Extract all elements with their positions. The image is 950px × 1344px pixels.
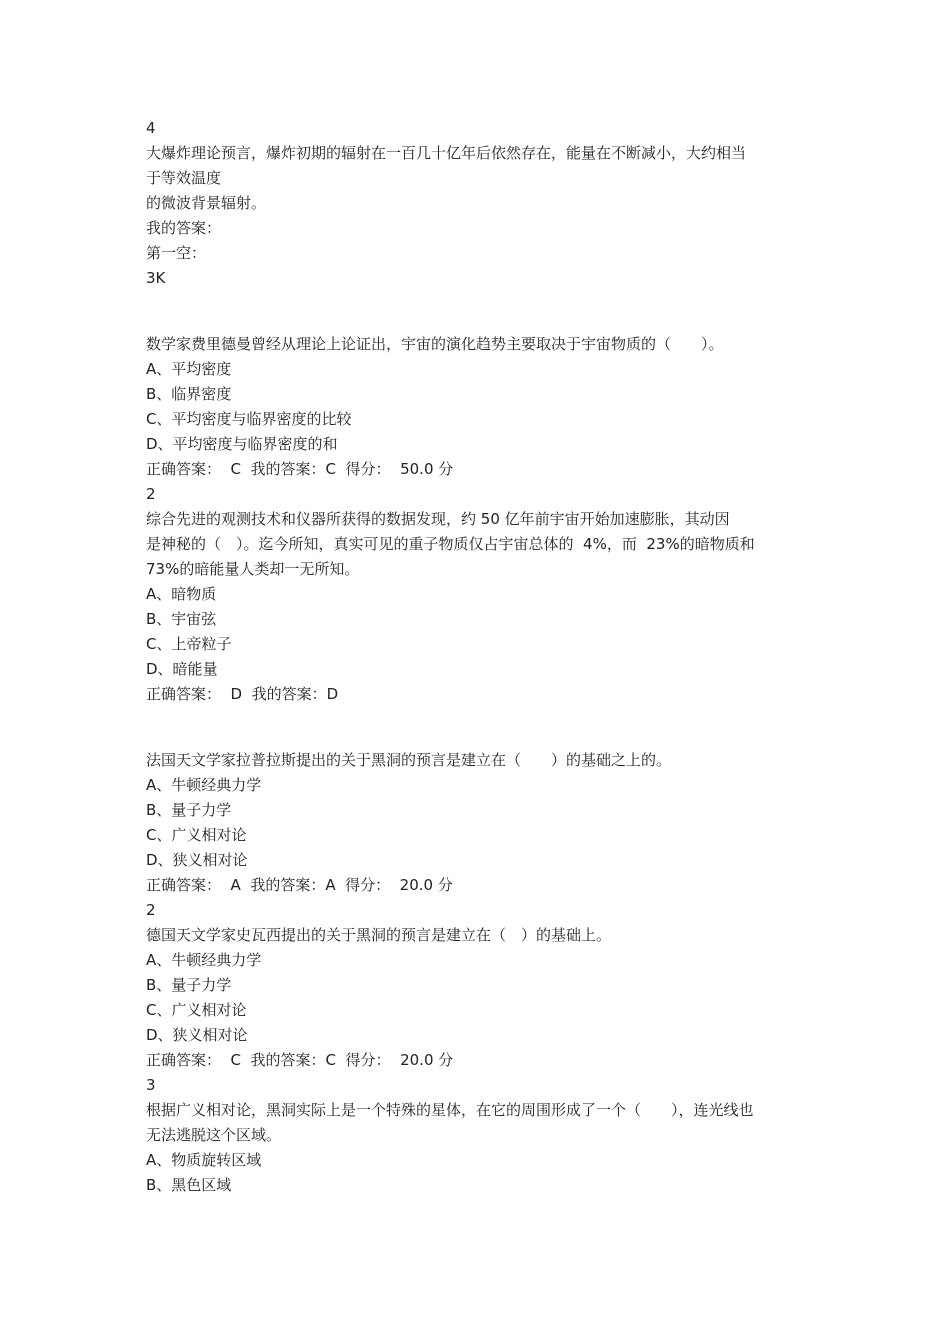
answer-option: D、狭义相对论 bbox=[146, 1026, 248, 1044]
answer-result: 正确答案： A 我的答案：A 得分： 20.0 分 bbox=[146, 876, 453, 894]
question-number: 3 bbox=[146, 1076, 156, 1094]
question-line: 根据广义相对论，黑洞实际上是一个特殊的星体，在它的周围形成了一个（ ），连光线也 bbox=[146, 1101, 754, 1119]
question-text bbox=[146, 507, 810, 582]
question-line: 数学家费里德曼曾经从理论上论证出，宇宙的演化趋势主要取决于宇宙物质的（ ）。 bbox=[146, 335, 724, 353]
answer-option: B、量子力学 bbox=[146, 801, 232, 819]
question-number: 2 bbox=[146, 901, 156, 919]
section-gap bbox=[146, 291, 810, 332]
answer-option: B、量子力学 bbox=[146, 976, 232, 994]
answer-result: 正确答案： C 我的答案：C 得分： 20.0 分 bbox=[146, 1051, 454, 1069]
question-line: 的微波背景辐射。 bbox=[146, 194, 267, 212]
question-number: 2 bbox=[146, 485, 156, 503]
answer-option: B、临界密度 bbox=[146, 385, 232, 403]
answer-option: B、宇宙弦 bbox=[146, 610, 217, 628]
question-line: 德国天文学家史瓦西提出的关于黑洞的预言是建立在（ ）的基础上。 bbox=[146, 926, 612, 944]
answer-option: A、暗物质 bbox=[146, 585, 217, 603]
answer-option: C、上帝粒子 bbox=[146, 635, 232, 653]
answer-result: 正确答案： D 我的答案：D bbox=[146, 685, 339, 703]
question-line: 73%的暗能量人类却一无所知。 bbox=[146, 560, 360, 578]
answer-option: D、暗能量 bbox=[146, 660, 218, 678]
answer-option: C、平均密度与临界密度的比较 bbox=[146, 410, 352, 428]
question-text bbox=[146, 1098, 810, 1148]
question-line: 法国天文学家拉普拉斯提出的关于黑洞的预言是建立在（ ）的基础之上的。 bbox=[146, 751, 672, 769]
answer-option: C、广义相对论 bbox=[146, 1001, 247, 1019]
answer-option: A、平均密度 bbox=[146, 360, 232, 378]
question-text bbox=[146, 923, 810, 948]
question-text bbox=[146, 141, 810, 216]
question-text bbox=[146, 748, 810, 773]
question-line: 是神秘的（ ）。迄今所知，真实可见的重子物质仅占宇宙总体的 4%，而 23%的暗物质和 bbox=[146, 535, 755, 553]
answer-option: B、黑色区域 bbox=[146, 1176, 232, 1194]
my-answer-label: 我的答案： bbox=[146, 219, 222, 237]
answer-option: A、物质旋转区域 bbox=[146, 1151, 262, 1169]
answer-option: D、狭义相对论 bbox=[146, 851, 248, 869]
answer-value: 3K bbox=[146, 269, 166, 287]
section-gap bbox=[146, 707, 810, 748]
answer-option: A、牛顿经典力学 bbox=[146, 776, 262, 794]
blank-label: 第一空： bbox=[146, 244, 207, 262]
question-text bbox=[146, 332, 810, 357]
question-line: 综合先进的观测技术和仪器所获得的数据发现，约 50 亿年前宇宙开始加速膨胀，其动因 bbox=[146, 510, 730, 528]
question-number: 4 bbox=[146, 119, 156, 137]
answer-option: D、平均密度与临界密度的和 bbox=[146, 435, 338, 453]
question-line: 无法逃脱这个区域。 bbox=[146, 1126, 282, 1144]
question-line: 于等效温度 bbox=[146, 169, 222, 187]
answer-option: C、广义相对论 bbox=[146, 826, 247, 844]
answer-result: 正确答案： C 我的答案：C 得分： 50.0 分 bbox=[146, 460, 454, 478]
document-page bbox=[146, 116, 810, 1198]
question-line: 大爆炸理论预言，爆炸初期的辐射在一百几十亿年后依然存在，能量在不断减小，大约相当 bbox=[146, 144, 747, 162]
answer-option: A、牛顿经典力学 bbox=[146, 951, 262, 969]
